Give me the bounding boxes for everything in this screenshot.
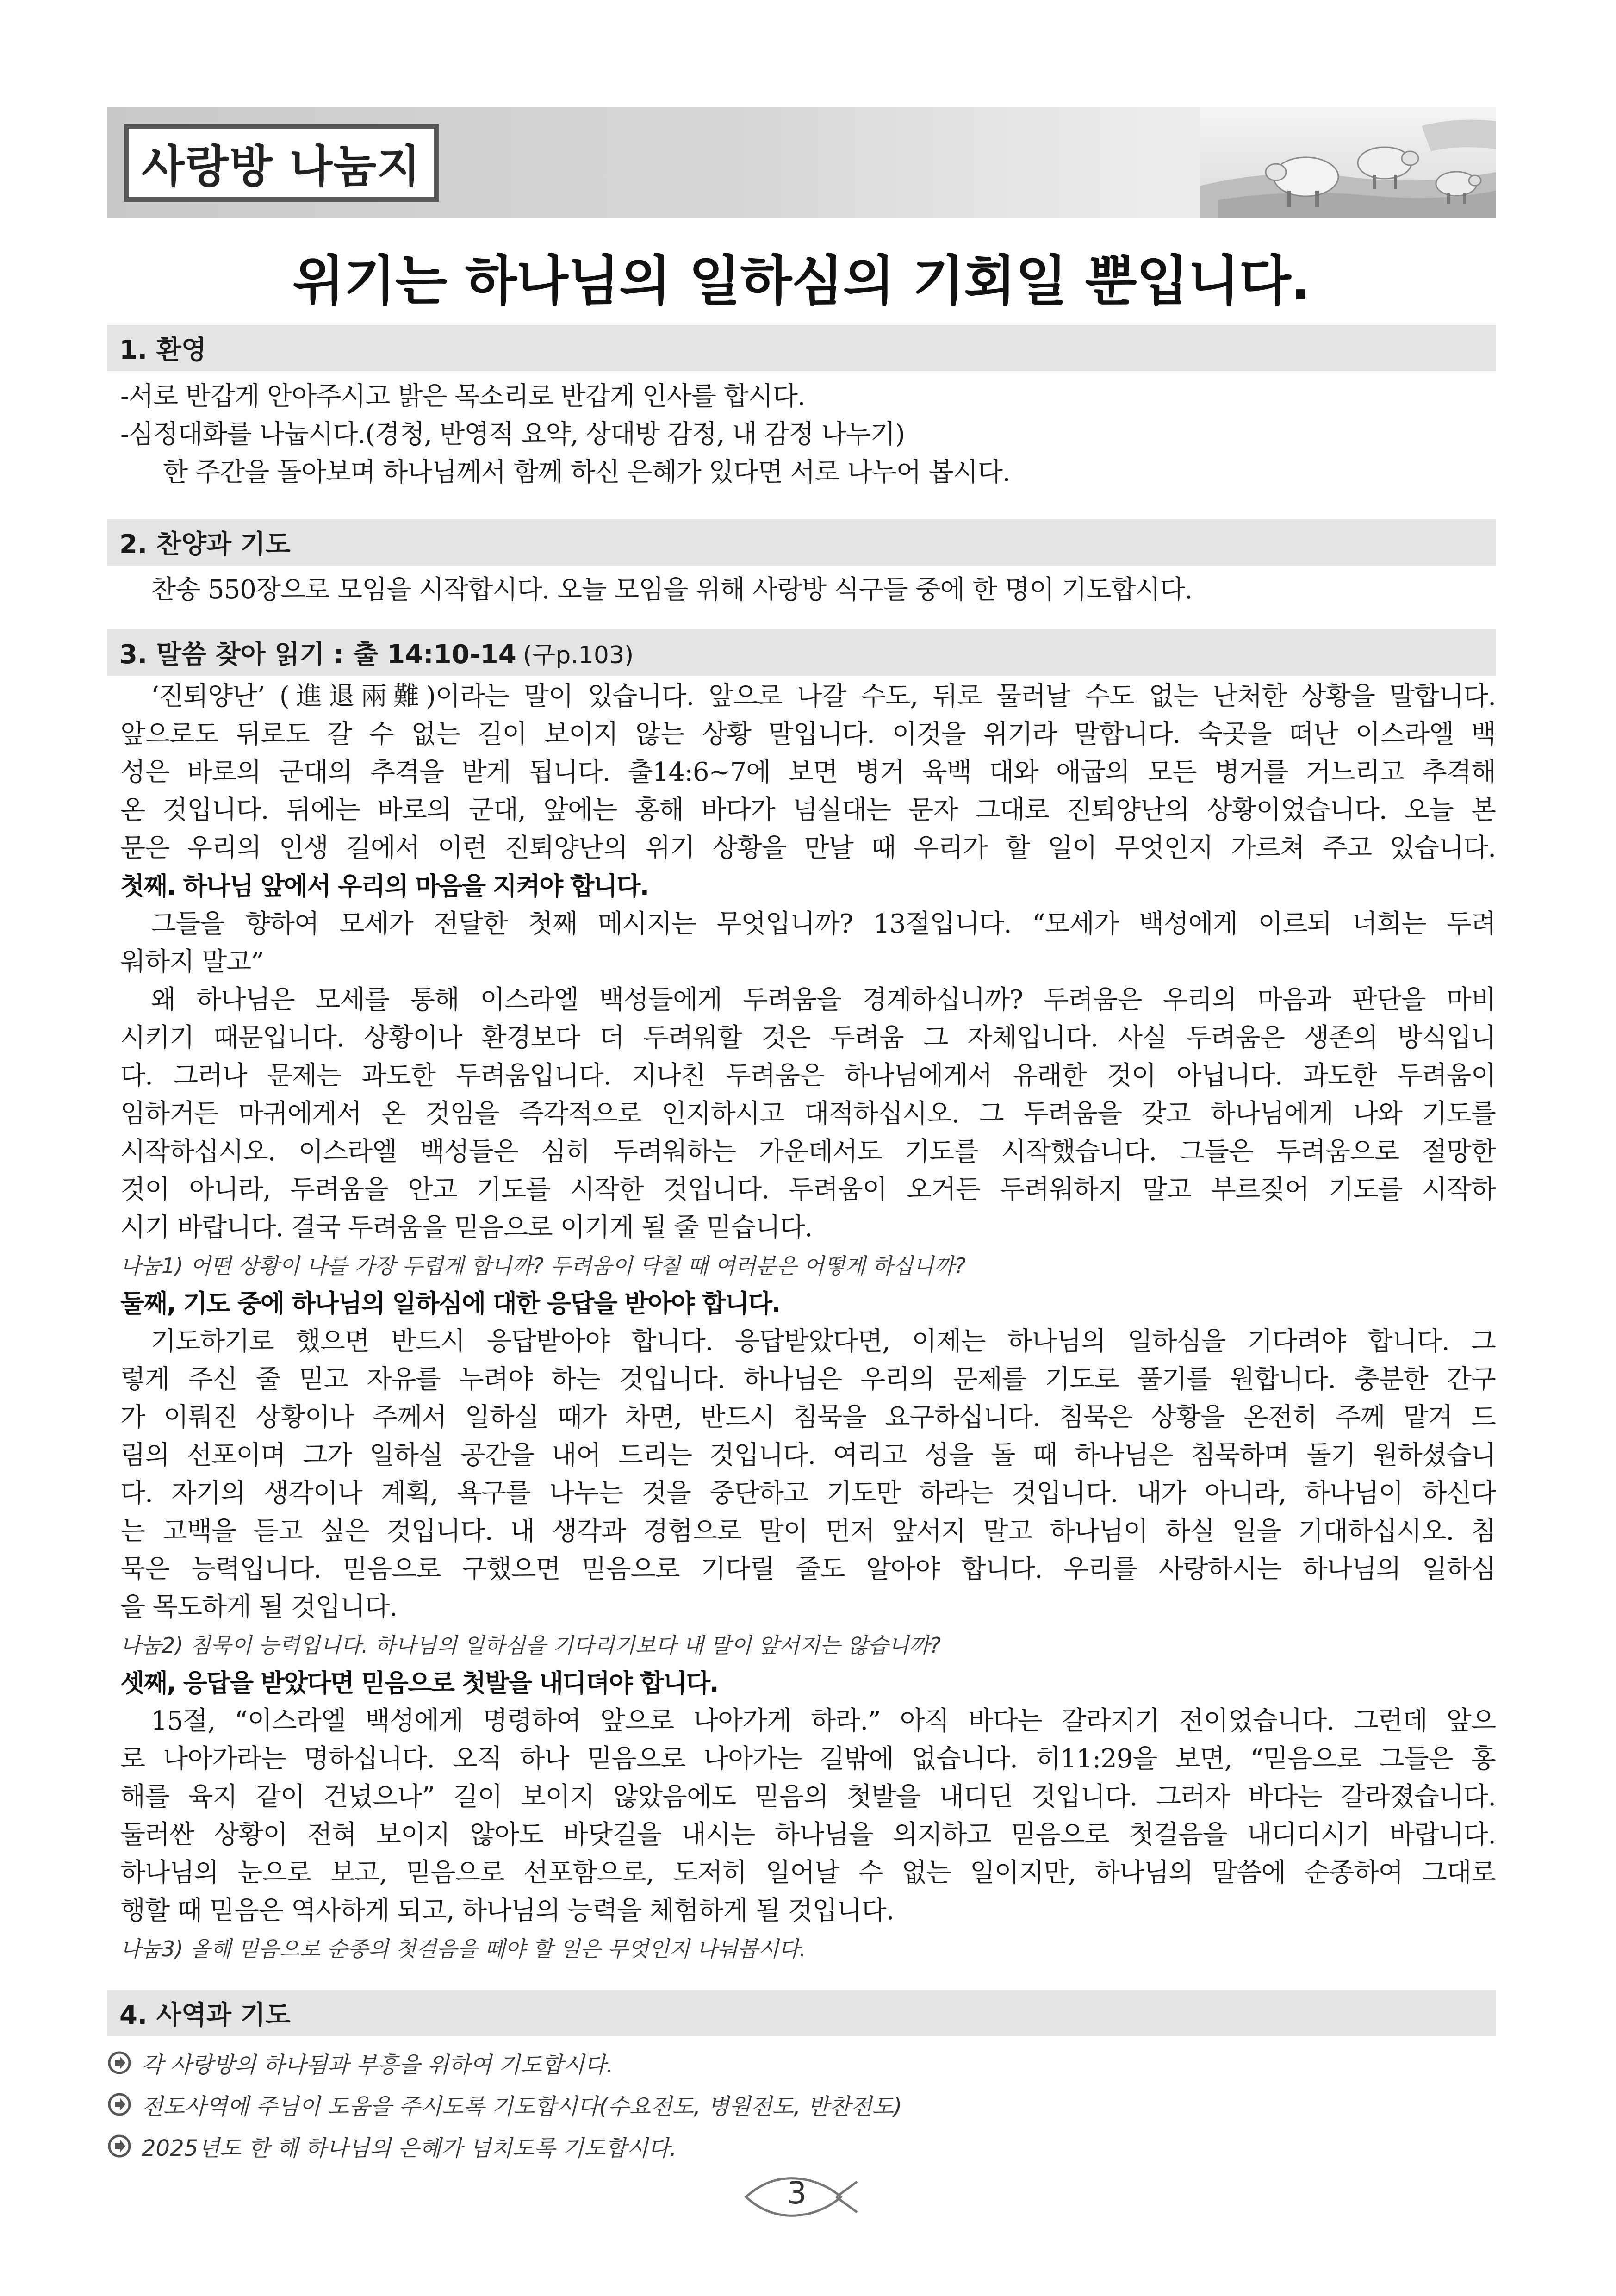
point1-line-7: 시작하십시오. 이스라엘 백성들은 심히 두려워하는 가운데서도 기도를 시작했습니다. 그들은 두려움으로 절망한 — [120, 1137, 1496, 1167]
section-ministry-header — [107, 1990, 1496, 2036]
section-scripture-title: 3. 말씀 찾아 읽기 : 출 14:10-14 — [119, 640, 516, 670]
page-number: 3 — [787, 2175, 807, 2211]
point1-line-4: 시키기 때문입니다. 상황이나 환경보다 더 두려워할 것은 두려움 그 자체입니다. 사실 두려움은 생존의 방식입니 — [120, 1023, 1496, 1053]
header-title: 사랑방 나눔지 — [142, 140, 421, 193]
point2-line-2: 렇게 주신 줄 믿고 자유를 누려야 하는 것입니다. 하나님은 우리의 문제를 기도로 풀기를 원합니다. 충분한 간구 — [120, 1364, 1496, 1394]
point1-line-2: 워하지 말고” — [120, 947, 264, 977]
point1-line-8: 것이 아니라, 두려움을 안고 기도를 시작한 것입니다. 두려움이 오거든 두려워하지 말고 부르짖어 기도를 시작하 — [120, 1175, 1496, 1205]
point2-line-5: 다. 자기의 생각이나 계획, 욕구를 나누는 것을 중단하고 기도만 하라는 것입니다. 내가 아니라, 하나님이 하신다 — [120, 1478, 1496, 1508]
prayer-list — [107, 2042, 1496, 2167]
prayer-item — [107, 2125, 1496, 2167]
point2-line-3: 가 이뤄진 상황이나 주께서 일하실 때가 차면, 반드시 침묵을 요구하십니다. 침묵은 상황을 온전히 주께 맡겨 드 — [120, 1402, 1496, 1432]
point2-line-8: 을 목도하게 될 것입니다. — [120, 1592, 398, 1622]
share-question-2: 나눔2) 침묵이 능력입니다. 하나님의 일하심을 기다리기보다 내 말이 앞서지는 않습니까? — [120, 1633, 941, 1658]
prayer-item-text: 전도사역에 주님이 도움을 주시도록 기도합시다(수요전도, 병원전도, 반찬전도) — [142, 2093, 902, 2120]
section-welcome-header — [107, 325, 1496, 371]
page — [107, 107, 1496, 2255]
welcome-line-2: -심정대화를 나눕시다.(경청, 반영적 요약, 상대방 감정, 내 감정 나누기) — [120, 419, 905, 449]
point3-title: 셋째, 응답을 받았다면 믿음으로 첫발을 내디뎌야 합니다. — [120, 1668, 718, 1698]
point1-line-9: 시기 바랍니다. 결국 두려움을 믿음으로 이기게 될 줄 믿습니다. — [120, 1213, 813, 1243]
welcome-line-3: 한 주간을 돌아보며 하나님께서 함께 하신 은혜가 있다면 서로 나누어 봅시다. — [163, 457, 1010, 487]
point1-line-6: 임하거든 마귀에게서 온 것임을 즉각적으로 인지하시고 대적하십시오. 그 두려움을 갖고 하나님에게 나와 기도를 — [120, 1099, 1496, 1129]
scripture-page-ref: (구p.103) — [522, 641, 634, 669]
section-scripture-header — [107, 629, 1496, 676]
intro-line-4: 온 것입니다. 뒤에는 바로의 군대, 앞에는 홍해 바다가 넘실대는 문자 그대로 진퇴양난의 상황이었습니다. 오늘 본 — [120, 795, 1496, 825]
praise-line-1: 찬송 550장으로 모임을 시작합시다. 오늘 모임을 위해 사랑방 식구들 중에 한 명이 기도합시다. — [151, 575, 1193, 605]
section-praise-header — [107, 519, 1496, 566]
point1-line-3: 왜 하나님은 모세를 통해 이스라엘 백성들에게 두려움을 경계하십니까? 두려움은 우리의 마음과 판단을 마비 — [151, 985, 1496, 1015]
header-banner — [107, 107, 1496, 218]
section-praise-title: 2. 찬양과 기도 — [119, 529, 291, 560]
point1-line-5: 다. 그러나 문제는 과도한 두려움입니다. 지나친 두려움은 하나님에게서 유래한 것이 아닙니다. 과도한 두려움이 — [120, 1061, 1496, 1091]
arrow-circle-icon — [107, 2134, 131, 2158]
header-title-box — [124, 124, 439, 202]
welcome-line-1: -서로 반갑게 안아주시고 밝은 목소리로 반갑게 인사를 합시다. — [120, 381, 805, 411]
prayer-item — [107, 2084, 1496, 2125]
share-question-3: 나눔3) 올해 믿음으로 순종의 첫걸음을 떼야 할 일은 무엇인지 나눠봅시다. — [120, 1936, 807, 1961]
point2-line-7: 묵은 능력입니다. 믿음으로 구했으면 믿음으로 기다릴 줄도 알아야 합니다. 우리를 사랑하시는 하나님의 일하심 — [120, 1554, 1496, 1584]
point3-line-6: 행할 때 믿음은 역사하게 되고, 하나님의 능력을 체험하게 될 것입니다. — [120, 1896, 894, 1926]
point1-line-1: 그들을 향하여 모세가 전달한 첫째 메시지는 무엇입니까? 13절입니다. “모세가 백성에게 이르되 너희는 두려 — [151, 909, 1496, 939]
point1-title: 첫째. 하나님 앞에서 우리의 마음을 지켜야 합니다. — [120, 871, 649, 901]
intro-line-2: 앞으로도 뒤로도 갈 수 없는 길이 보이지 않는 상황 말입니다. 이것을 위기라 말합니다. 숙곳을 떠난 이스라엘 백 — [120, 719, 1496, 749]
prayer-item-text: 2025년도 한 해 하나님의 은혜가 넘치도록 기도합시다. — [142, 2135, 677, 2161]
prayer-item — [107, 2042, 1496, 2084]
intro-line-3: 성은 바로의 군대의 추격을 받게 됩니다. 출14:6~7에 보면 병거 육백 대와 애굽의 모든 병거를 거느리고 추격해 — [120, 757, 1496, 787]
section-praise-body — [120, 571, 1496, 609]
point2-line-4: 림의 선포이며 그가 일하실 공간을 내어 드리는 것입니다. 여리고 성을 돌 때 하나님은 침묵하며 돌기 원하셨습니 — [120, 1440, 1496, 1470]
share-question-1: 나눔1) 어떤 상황이 나를 가장 두렵게 합니까? 두려움이 닥칠 때 여러분은 어떻게 하십니까? — [120, 1253, 966, 1278]
prayer-item-text: 각 사랑방의 하나됨과 부흥을 위하여 기도합시다. — [142, 2052, 613, 2078]
point3-line-3: 해를 육지 같이 건넜으나” 길이 보이지 않았음에도 믿음의 첫발을 내디딘 것입니다. 그러자 바다는 갈라졌습니다. — [120, 1782, 1496, 1812]
arrow-circle-icon — [107, 2092, 131, 2116]
intro-line-1: ‘진퇴양난’ (進退兩難)이라는 말이 있습니다. 앞으로 나갈 수도, 뒤로 물러날 수도 없는 난처한 상황을 말합니다. — [151, 681, 1496, 711]
arrow-circle-icon — [107, 2051, 131, 2075]
point2-line-1: 기도하기로 했으면 반드시 응답받아야 합니다. 응답받았다면, 이제는 하나님의 일하심을 기다려야 합니다. 그 — [151, 1326, 1496, 1356]
main-title: 위기는 하나님의 일하심의 기회일 뿐입니다. — [292, 250, 1311, 312]
sheep-illustration — [1200, 107, 1496, 218]
section-scripture-body — [120, 678, 1496, 1968]
section-welcome-title: 1. 환영 — [119, 335, 206, 365]
point2-line-6: 는 고백을 듣고 싶은 것입니다. 내 생각과 경험으로 말이 먼저 앞서지 말고 하나님이 하실 일을 기대하십시오. 침 — [120, 1516, 1496, 1546]
page-footer — [741, 2167, 862, 2227]
point3-line-5: 하나님의 눈으로 보고, 믿음으로 선포함으로, 도저히 일어날 수 없는 일이지만, 하나님의 말씀에 순종하여 그대로 — [120, 1858, 1496, 1888]
point2-title: 둘째, 기도 중에 하나님의 일하심에 대한 응답을 받아야 합니다. — [120, 1289, 780, 1318]
section-welcome-body — [120, 378, 1496, 492]
point3-line-1: 15절, “이스라엘 백성에게 명령하여 앞으로 나아가게 하라.” 아직 바다는 갈라지기 전이었습니다. 그런데 앞으 — [151, 1706, 1496, 1736]
point3-line-2: 로 나아가라는 명하십니다. 오직 하나 믿음으로 나아가는 길밖에 없습니다. 히11:29을 보면, “믿음으로 그들은 홍 — [120, 1744, 1496, 1774]
point3-line-4: 둘러싼 상황이 전혀 보이지 않아도 바닷길을 내시는 하나님을 의지하고 믿음으로 첫걸음을 내디디시기 바랍니다. — [120, 1820, 1496, 1850]
intro-line-5: 문은 우리의 인생 길에서 이런 진퇴양난의 위기 상황을 만날 때 우리가 할 일이 무엇인지 가르쳐 주고 있습니다. — [120, 833, 1496, 863]
section-ministry-title: 4. 사역과 기도 — [119, 2000, 291, 2030]
